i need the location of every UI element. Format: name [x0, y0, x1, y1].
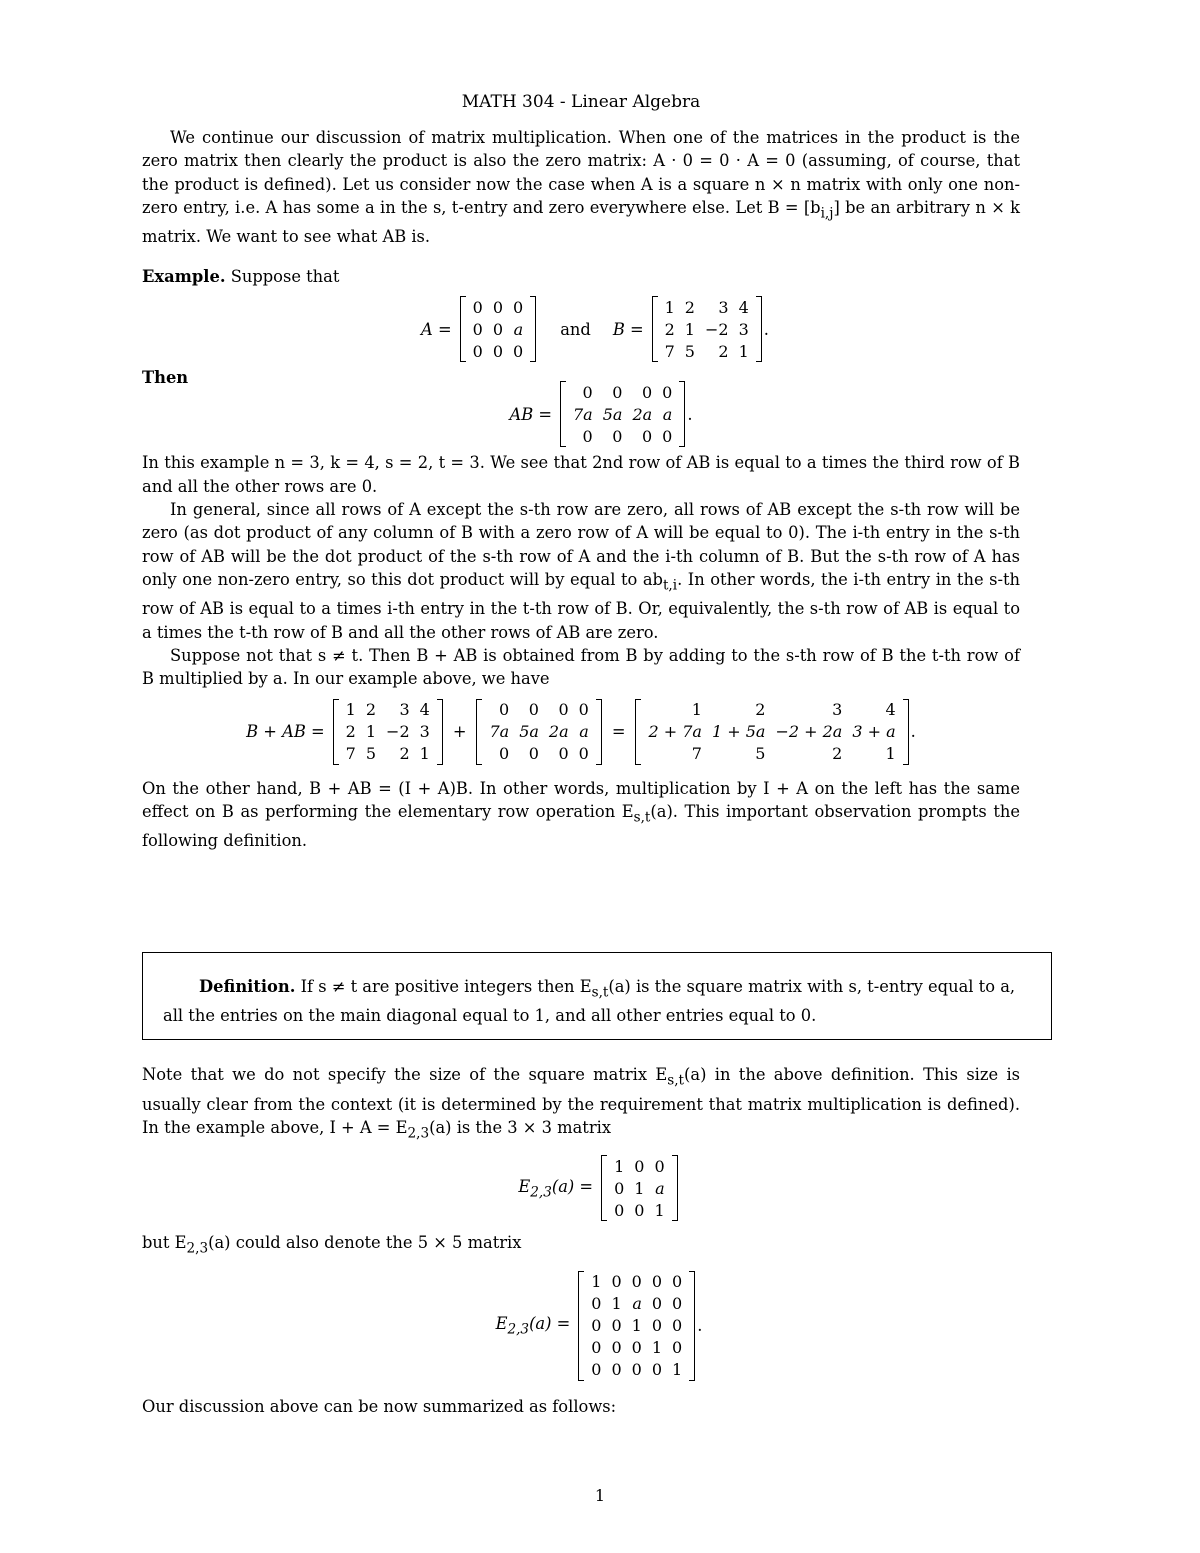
matrix-entry: 3 + a [852, 722, 896, 742]
equation-ab: AB = 0 0 0 0 7a 5a 2a a 0 0 0 0 . [509, 382, 693, 446]
example-heading: Example. Suppose that [142, 266, 340, 286]
matrix-entry: 0 [634, 1200, 645, 1220]
matrix-row [586, 1359, 687, 1381]
matrix-entry: 3 [718, 297, 729, 317]
matrix-b [652, 296, 762, 362]
matrix-entry: 0 [558, 700, 569, 720]
matrix-entry: 0 [591, 1316, 602, 1336]
matrix-row [586, 1271, 687, 1293]
matrix-entry: 2 [365, 700, 377, 720]
matrix-row [568, 381, 677, 403]
matrix-entry: 3 [738, 319, 749, 339]
matrix-row [586, 1315, 687, 1337]
matrix-entry: −2 + 2a [775, 722, 843, 742]
matrix-entry: 1 [885, 744, 896, 764]
matrix-entry: 7 [345, 744, 356, 764]
matrix-entry: 1 [634, 1178, 645, 1198]
matrix-ab-copy [476, 699, 601, 765]
matrix-e23-5x5 [578, 1271, 695, 1381]
matrix-row [643, 743, 900, 765]
matrix-entry: 1 [365, 722, 377, 742]
matrix-entry: 2 + 7a [648, 722, 702, 742]
matrix-entry: 0 [513, 341, 524, 361]
matrix-entry: 0 [492, 297, 503, 317]
matrix-entry: 0 [513, 297, 524, 317]
matrix-entry: 7a [489, 722, 510, 742]
matrix-entry: 0 [612, 426, 623, 446]
matrix-row [484, 699, 593, 721]
matrix-entry: 0 [631, 1338, 642, 1358]
matrix-entry: 1 [651, 1338, 663, 1358]
matrix-row [468, 340, 529, 362]
matrix-entry: 3 [832, 700, 843, 720]
matrix-row [609, 1177, 670, 1199]
equation-a-b: A = 0 0 0 0 0 a 0 0 0 and B = 1 2 3 4 2 1 −2 3 7 5 2 1 . [421, 297, 769, 361]
matrix-entry: 0 [472, 341, 483, 361]
matrix-entry: 0 [528, 744, 539, 764]
matrix-row [484, 721, 593, 743]
matrix-ab [560, 381, 685, 447]
matrix-entry: 0 [611, 1360, 622, 1380]
matrix-entry: 1 [419, 744, 430, 764]
matrix-entry: 2 [718, 341, 729, 361]
matrix-entry: 0 [631, 1360, 642, 1380]
matrix-entry: 0 [614, 1200, 625, 1220]
page-number: 1 [594, 1486, 606, 1505]
matrix-entry: 0 [612, 382, 623, 402]
equation-e23-5x5: $E_{2,3}(a)$ = 1 0 0 0 0 0 1 a 0 0 0 0 1 0 0 0 0 0 1 0 0 0 0 0 1 . [495, 1272, 703, 1380]
definition-box: Definition. If s ≠ t are positive integers then $E_{s,t}(a)$ is the square matrix with s, t-entry equal to a, all the entries on the main diagonal equal to 1, and all other entries equal to 0. [142, 952, 1052, 1040]
page [142, 92, 1020, 853]
matrix-entry: 0 [492, 341, 503, 361]
matrix-entry: 2a [548, 722, 569, 742]
matrix-row [643, 721, 900, 743]
matrix-entry: 2 [399, 744, 410, 764]
matrix-entry: 0 [591, 1360, 602, 1380]
matrix-entry: 0 [528, 700, 539, 720]
matrix-row [484, 743, 593, 765]
matrix-entry: 2 [664, 319, 675, 339]
matrix-entry: 3 [419, 722, 430, 742]
matrix-entry: 1 [611, 1294, 622, 1314]
matrix-entry: 0 [641, 382, 653, 402]
matrix-entry: 0 [651, 1294, 663, 1314]
matrix-entry: 4 [419, 700, 430, 720]
matrix-entry: a [579, 722, 589, 742]
matrix-row [660, 318, 754, 340]
matrix-entry: 2a [632, 404, 653, 424]
matrix-entry: 5 [755, 744, 766, 764]
matrix-entry: 0 [492, 319, 503, 339]
matrix-entry: 4 [885, 700, 896, 720]
matrix-entry: a [655, 1178, 665, 1198]
matrix-entry: 3 [399, 700, 410, 720]
matrix-entry: 0 [578, 744, 589, 764]
matrix-entry: 1 [654, 1200, 665, 1220]
paragraph-row-operation: On the other hand, B + AB = (I + A)B. In other words, multiplication by I + A on the left has the same effect on B as performing the elementary row operation $E_{s,t}(a)$. This important observation prompts the following definition. [142, 778, 1021, 851]
matrix-row [609, 1155, 670, 1177]
matrix-entry: a [662, 404, 673, 424]
matrix-entry: 1 + 5a [711, 722, 766, 742]
matrix-a [460, 296, 537, 362]
matrix-entry: 7 [664, 341, 675, 361]
intro-paragraph: We continue our discussion of matrix multiplication. When one of the matrices in the product is the zero matrix then clearly the product is also the zero matrix: A · 0 = 0 · A = 0 (assuming, of course, that the product is defined). Let us consider now the case when A is a square n × n matrix with only one non-zero entry, i.e. A has some a in the s, t-entry and zero everywhere else. Let $B = [b_{i,j}]$ be an arbitrary n × k matrix. We want to see what AB is. [142, 128, 1020, 247]
matrix-entry: 0 [672, 1294, 683, 1314]
matrix-entry: 0 [672, 1338, 683, 1358]
matrix-entry: 5a [519, 722, 539, 742]
matrix-entry: a [513, 319, 524, 339]
matrix-entry: −2 [704, 319, 729, 339]
paragraph-example-values: In this example n = 3, k = 4, s = 2, t = 3. We see that 2nd row of AB is equal to a times the third row of B and all the other rows are 0. [142, 453, 1020, 496]
matrix-entry: 1 [691, 700, 702, 720]
matrix-entry: 0 [591, 1294, 602, 1314]
matrix-entry: 0 [472, 319, 483, 339]
matrix-row [468, 318, 529, 340]
matrix-entry: 0 [611, 1316, 622, 1336]
matrix-row [341, 721, 435, 743]
matrix-entry: 0 [631, 1272, 642, 1292]
matrix-entry: 0 [578, 700, 589, 720]
matrix-entry: 0 [641, 426, 653, 446]
matrix-b-copy [333, 699, 443, 765]
matrix-row [609, 1199, 670, 1221]
matrix-row [643, 699, 900, 721]
matrix-entry: 0 [582, 382, 593, 402]
matrix-entry: 0 [591, 1338, 602, 1358]
matrix-entry: 5 [365, 744, 377, 764]
matrix-entry: 0 [472, 297, 483, 317]
matrix-entry: 0 [672, 1316, 683, 1336]
matrix-e23-3x3 [601, 1155, 678, 1221]
matrix-entry: 0 [662, 426, 673, 446]
matrix-entry: 1 [684, 319, 695, 339]
matrix-entry: 4 [738, 297, 749, 317]
matrix-entry: 0 [611, 1272, 622, 1292]
matrix-entry: 5 [684, 341, 695, 361]
matrix-entry: 2 [684, 297, 695, 317]
matrix-entry: 0 [611, 1338, 622, 1358]
matrix-entry: 1 [738, 341, 749, 361]
matrix-entry: 7a [573, 404, 593, 424]
matrix-row [660, 340, 754, 362]
matrix-entry: 7 [691, 744, 702, 764]
matrix-entry: 2 [755, 700, 766, 720]
matrix-row [586, 1293, 687, 1315]
matrix-entry: 1 [345, 700, 356, 720]
page-lower [142, 1063, 1020, 1418]
matrix-result [635, 699, 908, 765]
matrix-entry: a [632, 1294, 642, 1314]
matrix-row [568, 403, 677, 425]
equation-e23-3x3: $E_{2,3}(a)$ = 1 0 0 0 1 a 0 0 1 [178, 1155, 1020, 1221]
matrix-row [468, 296, 529, 318]
matrix-entry: 0 [499, 700, 510, 720]
paragraph-size-note: Note that we do not specify the size of the square matrix $E_{s,t}(a)$ in the above definition. This size is usually clear from the context (it is determined by the requirement that matrix multiplication is defined). In the example above, $I + A = E_{2,3}(a)$ is the 3 × 3 matrix [142, 1065, 1021, 1142]
matrix-entry: 5a [602, 404, 623, 424]
equation-b-plus-ab: B + AB = 1 2 3 4 2 1 −2 3 7 5 2 1 + 0 0 0 0 7a 5a 2a a 0 0 0 0 = 1 2 3 4 2 + 7a 1 + 5a −2 + 2a 3 + a 7 5 2 1 . [246, 700, 916, 764]
matrix-entry: 1 [672, 1360, 683, 1380]
definition-label: Definition. [199, 977, 296, 996]
then-label: Then [142, 368, 189, 388]
matrix-entry: 0 [614, 1178, 625, 1198]
matrix-entry: 2 [345, 722, 356, 742]
matrix-entry: 0 [651, 1272, 663, 1292]
matrix-row [341, 699, 435, 721]
matrix-entry: 1 [664, 297, 675, 317]
matrix-entry: 1 [614, 1156, 625, 1176]
paragraph-5x5-note: but $E_{2,3}(a)$ could also denote the 5 × 5 matrix [142, 1233, 522, 1257]
page-title: MATH 304 - Linear Algebra [461, 92, 701, 112]
matrix-entry: 0 [582, 426, 593, 446]
paragraph-s-neq-t: Suppose not that s ≠ t. Then B + AB is obtained from B by adding to the s-th row of B the t-th row of B multiplied by a. In our example above, we have [142, 645, 1020, 689]
matrix-row [660, 296, 754, 318]
paragraph-general-case: In general, since all rows of A except the s-th row are zero, all rows of AB except the s-th row will be zero (as dot product of any column of B with a zero row of A will be equal to 0). The i-th entry in the s-th row of AB will be the dot product of the s-th row of A and the i-th column of B. But the s-th row of A has only one non-zero entry, so this dot product will by equal to $ab_{t,i}$. In other words, the i-th entry in the s-th row of AB is equal to a times i-th entry in the t-th row of B. Or, equivalently, the s-th row of AB is equal to a times the t-th row of B and all the other rows of AB are zero. [142, 499, 1021, 642]
matrix-entry: 0 [499, 744, 510, 764]
matrix-entry: 2 [832, 744, 843, 764]
matrix-entry: −2 [386, 722, 410, 742]
matrix-entry: 1 [591, 1272, 602, 1292]
matrix-row [341, 743, 435, 765]
matrix-entry: 0 [651, 1360, 663, 1380]
matrix-entry: 0 [654, 1156, 665, 1176]
paragraph-summary: Our discussion above can be now summarized as follows: [142, 1396, 617, 1416]
matrix-entry: 0 [662, 382, 673, 402]
matrix-entry: 0 [558, 744, 569, 764]
matrix-entry: 0 [634, 1156, 645, 1176]
matrix-entry: 0 [672, 1272, 683, 1292]
matrix-entry: 1 [631, 1316, 642, 1336]
matrix-row [586, 1337, 687, 1359]
matrix-row [568, 425, 677, 447]
matrix-entry: 0 [651, 1316, 663, 1336]
